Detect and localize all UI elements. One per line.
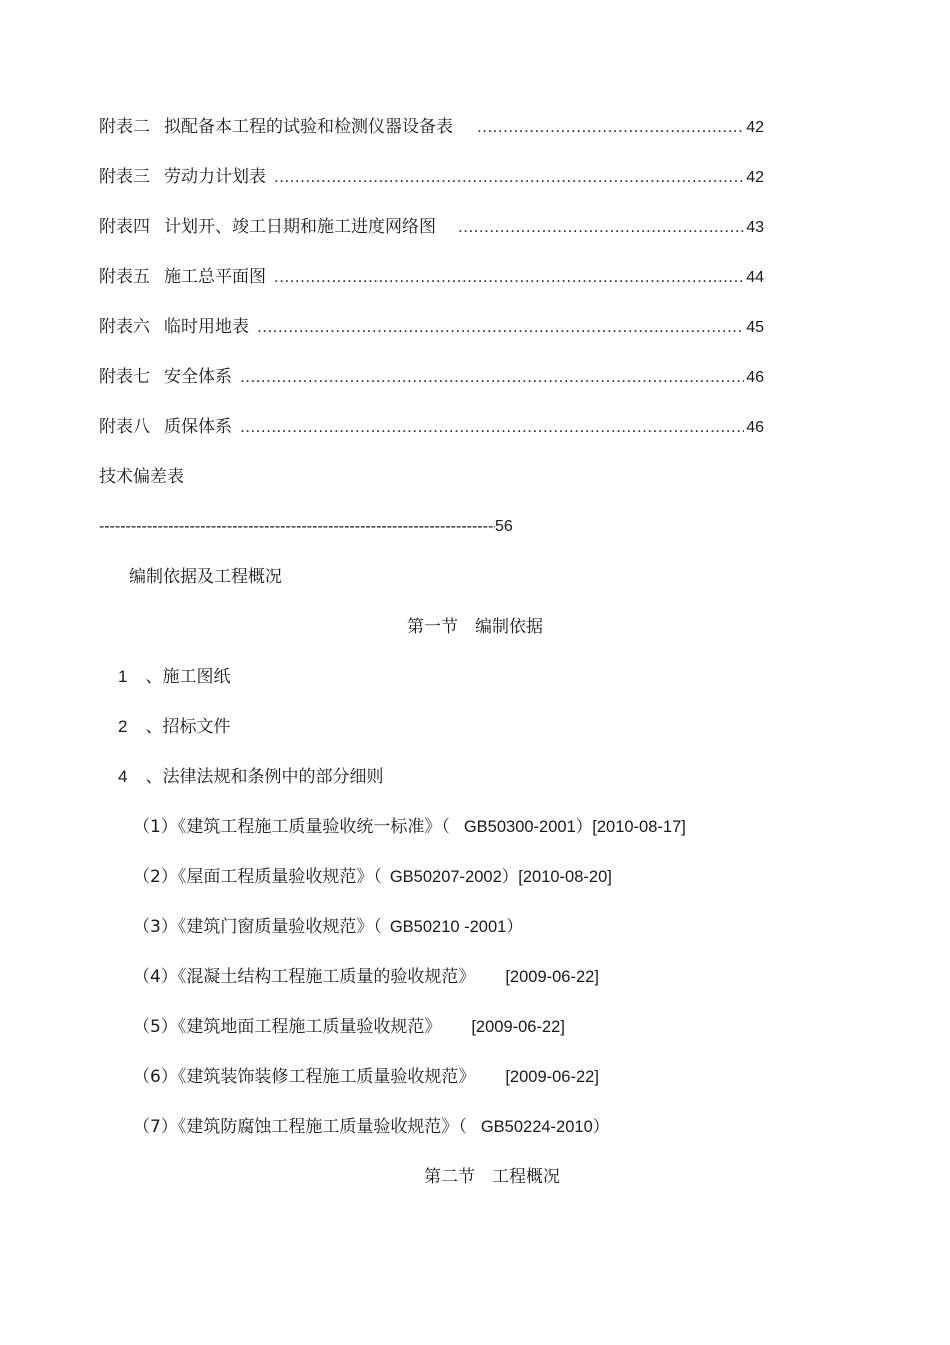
standard-name: 《建筑工程施工质量验收统一标准》（: [177, 817, 450, 837]
item-text: 、法律法规和条例中的部分细则: [145, 767, 384, 787]
standard-name: 《建筑防腐蚀工程施工质量验收规范》（: [177, 1117, 467, 1137]
standard-code: GB50207-2002）: [389, 868, 519, 886]
list-item: [118, 766, 383, 788]
standard-code: GB50210 -2001）: [389, 918, 523, 936]
toc-title: 质保体系: [164, 417, 232, 437]
toc-title: 劳动力计划表: [164, 167, 266, 187]
standard-item: [133, 916, 523, 938]
standard-name: 《建筑门窗质量验收规范》（: [177, 917, 382, 937]
toc-leader: [274, 166, 744, 188]
deviation-leader-line: [99, 516, 513, 538]
standard-date: [2010-08-20]: [518, 868, 612, 886]
toc-label: 附表七: [99, 367, 150, 387]
section-title: 第二节 工程概况: [424, 1167, 560, 1187]
item-number: 4: [118, 767, 128, 786]
standard-item: [133, 1066, 599, 1088]
toc-page-number: 44: [746, 269, 764, 286]
standard-name: 《建筑地面工程施工质量验收规范》: [177, 1017, 442, 1037]
standard-index: （5）: [133, 1017, 178, 1037]
toc-entry: [99, 366, 764, 389]
standard-date: [2009-06-22]: [505, 968, 599, 986]
toc-leader: [240, 416, 744, 438]
toc-entry: [99, 216, 764, 239]
standard-index: （1）: [133, 817, 178, 837]
item-number: 1: [118, 667, 128, 686]
standard-item: [133, 816, 686, 838]
toc-title: 临时用地表: [164, 317, 249, 337]
deviation-title: 技术偏差表: [99, 467, 184, 487]
toc-label: 附表八: [99, 417, 150, 437]
standard-date: [2010-08-17]: [592, 818, 686, 836]
standard-item: [133, 866, 612, 888]
toc-leader: [477, 116, 744, 138]
toc-leader: [458, 216, 744, 238]
standard-index: （6）: [133, 1067, 178, 1087]
standard-index: （2）: [133, 867, 178, 887]
toc-page-number: 46: [746, 369, 764, 386]
toc-entry: [99, 116, 764, 139]
item-text: 、招标文件: [145, 717, 231, 737]
standard-name: 《混凝土结构工程施工质量的验收规范》: [177, 967, 476, 987]
standard-index: （3）: [133, 917, 178, 937]
standard-item: [133, 1116, 609, 1138]
toc-entry: [99, 416, 764, 439]
standard-date: [2009-06-22]: [471, 1018, 565, 1036]
deviation-page-number: 56: [495, 518, 513, 535]
standard-item: [133, 1016, 565, 1038]
toc-label: 附表五: [99, 267, 150, 287]
toc-page-number: 43: [746, 219, 764, 236]
toc-page-number: 45: [746, 319, 764, 336]
standard-index: （4）: [133, 967, 178, 987]
toc-page-number: 46: [746, 419, 764, 436]
toc-label: 附表六: [99, 317, 150, 337]
toc-entry: [99, 316, 764, 339]
toc-page-number: 42: [746, 119, 764, 136]
toc-label: 附表二: [99, 117, 150, 137]
standard-date: [2009-06-22]: [505, 1068, 599, 1086]
toc-entry: [99, 266, 764, 289]
toc-title: 计划开、竣工日期和施工进度网络图: [164, 217, 436, 237]
toc-leader: [257, 316, 744, 338]
toc-title: 施工总平面图: [164, 267, 266, 287]
standard-name: 《屋面工程质量验收规范》（: [177, 867, 382, 887]
toc-page-number: 42: [746, 169, 764, 186]
standard-code: GB50224-2010）: [480, 1118, 610, 1136]
standard-item: [133, 966, 599, 988]
standard-name: 《建筑装饰装修工程施工质量验收规范》: [177, 1067, 476, 1087]
list-item: [118, 716, 230, 738]
item-text: 、施工图纸: [145, 667, 231, 687]
toc-entry: [99, 166, 764, 189]
toc-leader: [240, 366, 744, 388]
toc-label: 附表三: [99, 167, 150, 187]
toc-leader: [274, 266, 744, 288]
dash-leader: [99, 516, 495, 538]
item-number: 2: [118, 717, 128, 736]
section-title: 第一节 编制依据: [407, 617, 543, 637]
standard-index: （7）: [133, 1117, 178, 1137]
standard-code: GB50300-2001）: [463, 818, 593, 836]
toc-label: 附表四: [99, 217, 150, 237]
list-item: [118, 666, 230, 688]
chapter-title: 编制依据及工程概况: [129, 567, 282, 587]
toc-title: 安全体系: [164, 367, 232, 387]
toc-title: 拟配备本工程的试验和检测仪器设备表: [164, 117, 453, 137]
